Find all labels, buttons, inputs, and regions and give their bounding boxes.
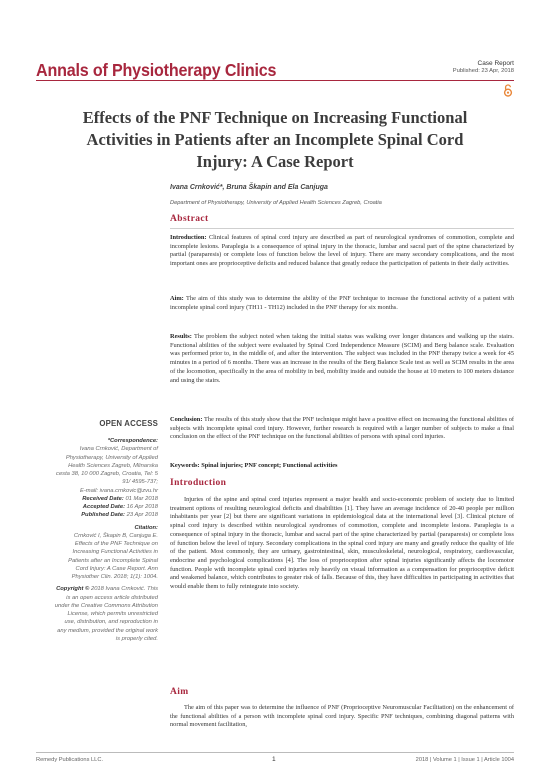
header-divider — [36, 80, 514, 81]
abstract-aim-text: The aim of this study was to determine the ability of the PNF technique to increase the functional activity of a patient with incomplete spinal cord injury (TH11 - TH12) included in the PNF therapy for six months. — [170, 295, 514, 311]
aim-heading: Aim — [170, 687, 189, 697]
abstract-results — [170, 333, 514, 385]
published-label: Published Date: — [81, 512, 125, 519]
received-value: 01 Mar 2018 — [125, 495, 158, 502]
copyright-line: is properly cited. — [115, 635, 158, 642]
abstract-conclusion-text: The results of this study show that the PNF technique might have a positive effect on increasing the functional abilities of subjects with incomplete spinal cord injury. However, further research is required with a larger number of subjects to make a final conclusion on the effect of the PNF technique on the functional abilities of persons with spinal cord injuries. — [170, 416, 514, 441]
article-type: Case Report — [477, 60, 514, 67]
abstract-conclusion — [170, 416, 514, 442]
copyright-line: any medium, provided the original work — [57, 627, 158, 634]
abstract-aim-label: Aim: — [170, 295, 184, 302]
correspondence-line: cesta 38, 10 000 Zagreb, Croatia, Tel: 5 — [56, 471, 158, 477]
abstract-introduction — [170, 234, 514, 269]
article-meta — [453, 60, 514, 74]
copyright-label: Copyright © — [56, 586, 90, 593]
title-line: Effects of the PNF Technique on Increasing Functional — [82, 108, 468, 127]
publisher-name: Remedy Publications LLC. — [36, 757, 104, 763]
published-date: Published: 23 Apr, 2018 — [452, 68, 514, 74]
correspondence-line: Ivana Crnković, Department of — [79, 446, 158, 453]
published-value: 23 Apr 2018 — [126, 512, 158, 519]
citation-line: Cord Injury: A Case Report. Ann — [75, 565, 158, 572]
published-date-side — [28, 511, 158, 519]
issue-info: 2018 | Volume 1 | Issue 1 | Article 1004 — [415, 757, 514, 763]
correspondence-line: Physiotherapy, University of Applied — [65, 454, 158, 461]
citation-line: Physiother Clin. 2018; 1(1): 1004. — [71, 574, 158, 580]
open-access-lock-icon — [503, 84, 513, 97]
footer-divider — [36, 752, 514, 753]
journal-title: Annals of Physiotherapy Clinics — [36, 60, 277, 80]
received-date — [28, 495, 158, 503]
introduction-paragraph: Injuries of the spine and spinal cord injuries represent a major health and socio-economic problem of society due to limited treatment options of resulting neurological deficits and disabilities [1]. They have an average incidence of 20-40 people per million inhabitants per year [2] but there are significant variations in epidemiological data at the international level [3]. Clinical picture of spinal cord injury is described within neurological syndromes of commotion, complete and incomplete lesions. Paraplegia is a consequence of spinal injury in the thoracic, lumbar and sacral part of the spine characterized by partial (paraparesis) or complete loss of function below the level of injury. Secondary complications in the spinal cord injury are many and greatly reduce the quality of life of the patient. Most commonly, they are urinary, gastrointestinal, skin, musculoskeletal, neurological, respiratory, cardiovascular, endocrine and psychological complications [4]. The loss of proprioception after spinal injuries significantly affects the locomotor function. People with incomplete spinal cord injuries rely heavily on visual information as a compensation for proprioceptive deficit and weakened balance, which contributes to greater risk of falls. Because of this, they have difficulties in participating in activities that would enable them to fully reintegrate into society. — [170, 496, 514, 591]
correspondence-label: *Correspondence: — [107, 438, 158, 444]
abstract-aim — [170, 295, 514, 312]
keywords — [170, 462, 514, 471]
accepted-date — [28, 503, 158, 511]
citation-line: Crnković I, Škapin B, Canjuga E. — [73, 532, 158, 539]
correspondence-line: Health Sciences Zagreb, Mlinarska — [68, 462, 158, 469]
title-line: Injury: A Case Report — [196, 152, 354, 171]
author-list: Ivana Crnković*, Bruna Škapin and Ela Canjuga — [170, 184, 328, 191]
citation-line: Effects of the PNF Technique on — [74, 541, 158, 547]
citation-line: Increasing Functional Activities in — [72, 549, 158, 556]
received-label: Received Date: — [82, 495, 124, 502]
copyright-line: License, which permits unrestricted — [67, 611, 158, 617]
abstract-results-label: Results: — [170, 333, 192, 340]
aim-paragraph: The aim of this paper was to determine the influence of PNF (Proprioceptive Neuromuscular Facilitation) on the enhancement of the functional abilities of a person with incomplete spinal cord injury. Specific PNF techniques, combining diagonal patterns with normal movement facilitation, — [170, 704, 514, 729]
keywords-text: Spinal injuries; PNF concept; Functional activities — [201, 462, 338, 469]
introduction-heading: Introduction — [170, 478, 227, 488]
correspondence-line: 91/ 4595-737; — [122, 479, 158, 486]
abstract-conclusion-label: Conclusion: — [170, 416, 203, 423]
citation-label: Citation: — [134, 524, 158, 531]
page-number: 1 — [272, 756, 276, 763]
accepted-value: 16 Apr 2018 — [126, 504, 158, 510]
keywords-label: Keywords: — [170, 462, 200, 469]
copyright-line: is an open access article distributed — [66, 594, 158, 601]
accepted-label: Accepted Date: — [82, 504, 125, 510]
open-access-label: OPEN ACCESS — [99, 419, 158, 428]
copyright-line: under the Creative Commons Attribution — [54, 602, 158, 609]
title-line: Activities in Patients after an Incomplete Spinal Cord — [86, 130, 464, 149]
abstract-intro-label: Introduction: — [170, 234, 207, 241]
abstract-heading: Abstract — [170, 214, 209, 224]
correspondence-email[interactable]: E-mail: ivana.crnkovic@zvu.hr — [79, 487, 158, 494]
affiliation: Department of Physiotherapy, University of Applied Health Sciences Zagreb, Croatia — [170, 200, 382, 206]
copyright-line: 2018 Ivana Crnković. This — [90, 586, 158, 593]
sidebar-info — [28, 437, 158, 643]
abstract-divider — [170, 228, 514, 229]
copyright-line: use, distribution, and reproduction in — [64, 619, 158, 626]
abstract-intro-text: Clinical features of spinal cord injury are described as part of neurological syndromes of commotion, complete and incomplete lesions. Paraplegia is a consequence of spinal injury in the thoracic, lumbar and sacral part of the spine characterized by partial (paraparesis) or complete loss of function below the level of injury. There are many secondary complications, and the most important ones are proprioceptive deficits and reduced balance that greatly reduce the participation of patients in their daily activities. — [170, 234, 514, 268]
citation-line: Patients after an Incomplete Spinal — [68, 557, 158, 564]
article-title — [36, 107, 514, 173]
abstract-results-text: The problem the subject noted when taking the initial status was walking over longer distances and walking up the stairs. Functional abilities of the subject were evaluated by Spinal Cord Independence Measure (SCIM) and Berg balance scale. Evaluation was performed prior to, in the middle of, and after the intervention. The subject was included in the PNF therapy twice a week for 45 minutes in a period of 6 months. There was an increase in the results of the Berg Balance Scale test as well as SCIM results in the area of the locomotion, specifically in the area of mobility in bed, mobility inside and outside the house at 10 meters to 100 meters distance and using the stairs. — [170, 333, 514, 384]
